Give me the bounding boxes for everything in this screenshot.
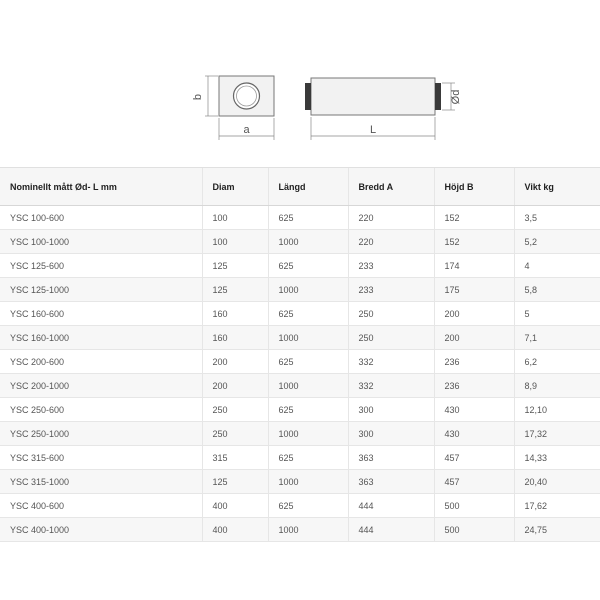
cell-width: 363 — [348, 446, 434, 470]
cell-height: 430 — [434, 398, 514, 422]
cell-diameter: 125 — [202, 278, 268, 302]
cell-height: 200 — [434, 326, 514, 350]
end-view-drawing — [192, 76, 274, 140]
table-row — [0, 254, 600, 278]
cell-diameter: 125 — [202, 470, 268, 494]
cell-width: 220 — [348, 230, 434, 254]
cell-length: 625 — [268, 254, 348, 278]
cell-diameter: 400 — [202, 518, 268, 542]
cell-width: 332 — [348, 350, 434, 374]
cell-length: 625 — [268, 494, 348, 518]
right-connector — [435, 83, 441, 110]
dimension-b-label: b — [192, 93, 204, 101]
silencer-dimension-drawing — [0, 0, 600, 160]
table-row — [0, 398, 600, 422]
cell-weight: 12,10 — [514, 398, 600, 422]
cell-width: 233 — [348, 278, 434, 302]
table-row — [0, 278, 600, 302]
header-weight: Vikt kg — [514, 168, 600, 206]
table-body — [0, 206, 600, 542]
table-row — [0, 230, 600, 254]
cell-weight: 17,32 — [514, 422, 600, 446]
cell-model: YSC 400-1000 — [0, 518, 202, 542]
cell-height: 457 — [434, 446, 514, 470]
cell-model: YSC 100-600 — [0, 206, 202, 230]
cell-weight: 6,2 — [514, 350, 600, 374]
cell-length: 1000 — [268, 278, 348, 302]
cell-width: 332 — [348, 374, 434, 398]
table-row — [0, 206, 600, 230]
cell-weight: 5,8 — [514, 278, 600, 302]
cell-weight: 17,62 — [514, 494, 600, 518]
dimension-a-label: a — [243, 124, 250, 136]
table-row — [0, 518, 600, 542]
cell-weight: 4 — [514, 254, 600, 278]
cell-diameter: 250 — [202, 422, 268, 446]
cell-model: YSC 125-600 — [0, 254, 202, 278]
header-width: Bredd A — [348, 168, 434, 206]
cell-model: YSC 200-600 — [0, 350, 202, 374]
cell-height: 430 — [434, 422, 514, 446]
side-view-body — [311, 78, 435, 115]
dimension-L-label: L — [369, 124, 377, 136]
cell-height: 236 — [434, 374, 514, 398]
cell-weight: 14,33 — [514, 446, 600, 470]
cell-length: 1000 — [268, 230, 348, 254]
header-height: Höjd B — [434, 168, 514, 206]
cell-length: 625 — [268, 206, 348, 230]
dimension-od-label: Ød — [450, 89, 462, 105]
cell-length: 1000 — [268, 518, 348, 542]
header-length: Längd — [268, 168, 348, 206]
cell-diameter: 250 — [202, 398, 268, 422]
cell-diameter: 100 — [202, 230, 268, 254]
left-connector — [305, 83, 311, 110]
table-row — [0, 374, 600, 398]
cell-weight: 3,5 — [514, 206, 600, 230]
cell-height: 174 — [434, 254, 514, 278]
cell-length: 1000 — [268, 374, 348, 398]
cell-length: 1000 — [268, 326, 348, 350]
cell-width: 363 — [348, 470, 434, 494]
cell-height: 152 — [434, 230, 514, 254]
cell-weight: 8,9 — [514, 374, 600, 398]
table-row — [0, 446, 600, 470]
side-view-drawing — [305, 78, 462, 140]
cell-width: 233 — [348, 254, 434, 278]
cell-diameter: 400 — [202, 494, 268, 518]
cell-length: 625 — [268, 446, 348, 470]
cell-weight: 20,40 — [514, 470, 600, 494]
cell-model: YSC 315-600 — [0, 446, 202, 470]
cell-height: 152 — [434, 206, 514, 230]
table-row — [0, 494, 600, 518]
cell-height: 500 — [434, 518, 514, 542]
dimensions-table — [0, 167, 600, 542]
cell-height: 200 — [434, 302, 514, 326]
cell-model: YSC 100-1000 — [0, 230, 202, 254]
cell-model: YSC 250-1000 — [0, 422, 202, 446]
cell-length: 625 — [268, 302, 348, 326]
cell-width: 300 — [348, 398, 434, 422]
table-row — [0, 302, 600, 326]
cell-height: 236 — [434, 350, 514, 374]
cell-length: 625 — [268, 398, 348, 422]
cell-length: 1000 — [268, 470, 348, 494]
cell-model: YSC 400-600 — [0, 494, 202, 518]
cell-length: 1000 — [268, 422, 348, 446]
cell-weight: 5,2 — [514, 230, 600, 254]
cell-width: 444 — [348, 494, 434, 518]
header-diameter: Diam — [202, 168, 268, 206]
cell-diameter: 100 — [202, 206, 268, 230]
cell-model: YSC 200-1000 — [0, 374, 202, 398]
cell-width: 444 — [348, 518, 434, 542]
cell-diameter: 160 — [202, 302, 268, 326]
cell-model: YSC 160-1000 — [0, 326, 202, 350]
cell-width: 220 — [348, 206, 434, 230]
cell-weight: 7,1 — [514, 326, 600, 350]
table-row — [0, 326, 600, 350]
cell-width: 300 — [348, 422, 434, 446]
table-row — [0, 470, 600, 494]
cell-model: YSC 125-1000 — [0, 278, 202, 302]
cell-weight: 5 — [514, 302, 600, 326]
cell-model: YSC 315-1000 — [0, 470, 202, 494]
cell-diameter: 160 — [202, 326, 268, 350]
cell-diameter: 315 — [202, 446, 268, 470]
cell-height: 500 — [434, 494, 514, 518]
table-row — [0, 422, 600, 446]
cell-width: 250 — [348, 326, 434, 350]
cell-model: YSC 160-600 — [0, 302, 202, 326]
cell-height: 457 — [434, 470, 514, 494]
cell-height: 175 — [434, 278, 514, 302]
table-row — [0, 350, 600, 374]
cell-length: 625 — [268, 350, 348, 374]
header-nominal-size: Nominellt mått Ød- L mm — [0, 168, 202, 206]
cell-model: YSC 250-600 — [0, 398, 202, 422]
end-view-spigot-inner — [237, 86, 257, 106]
cell-diameter: 200 — [202, 374, 268, 398]
cell-diameter: 125 — [202, 254, 268, 278]
cell-diameter: 200 — [202, 350, 268, 374]
cell-width: 250 — [348, 302, 434, 326]
table-header-row — [0, 168, 600, 206]
cell-weight: 24,75 — [514, 518, 600, 542]
